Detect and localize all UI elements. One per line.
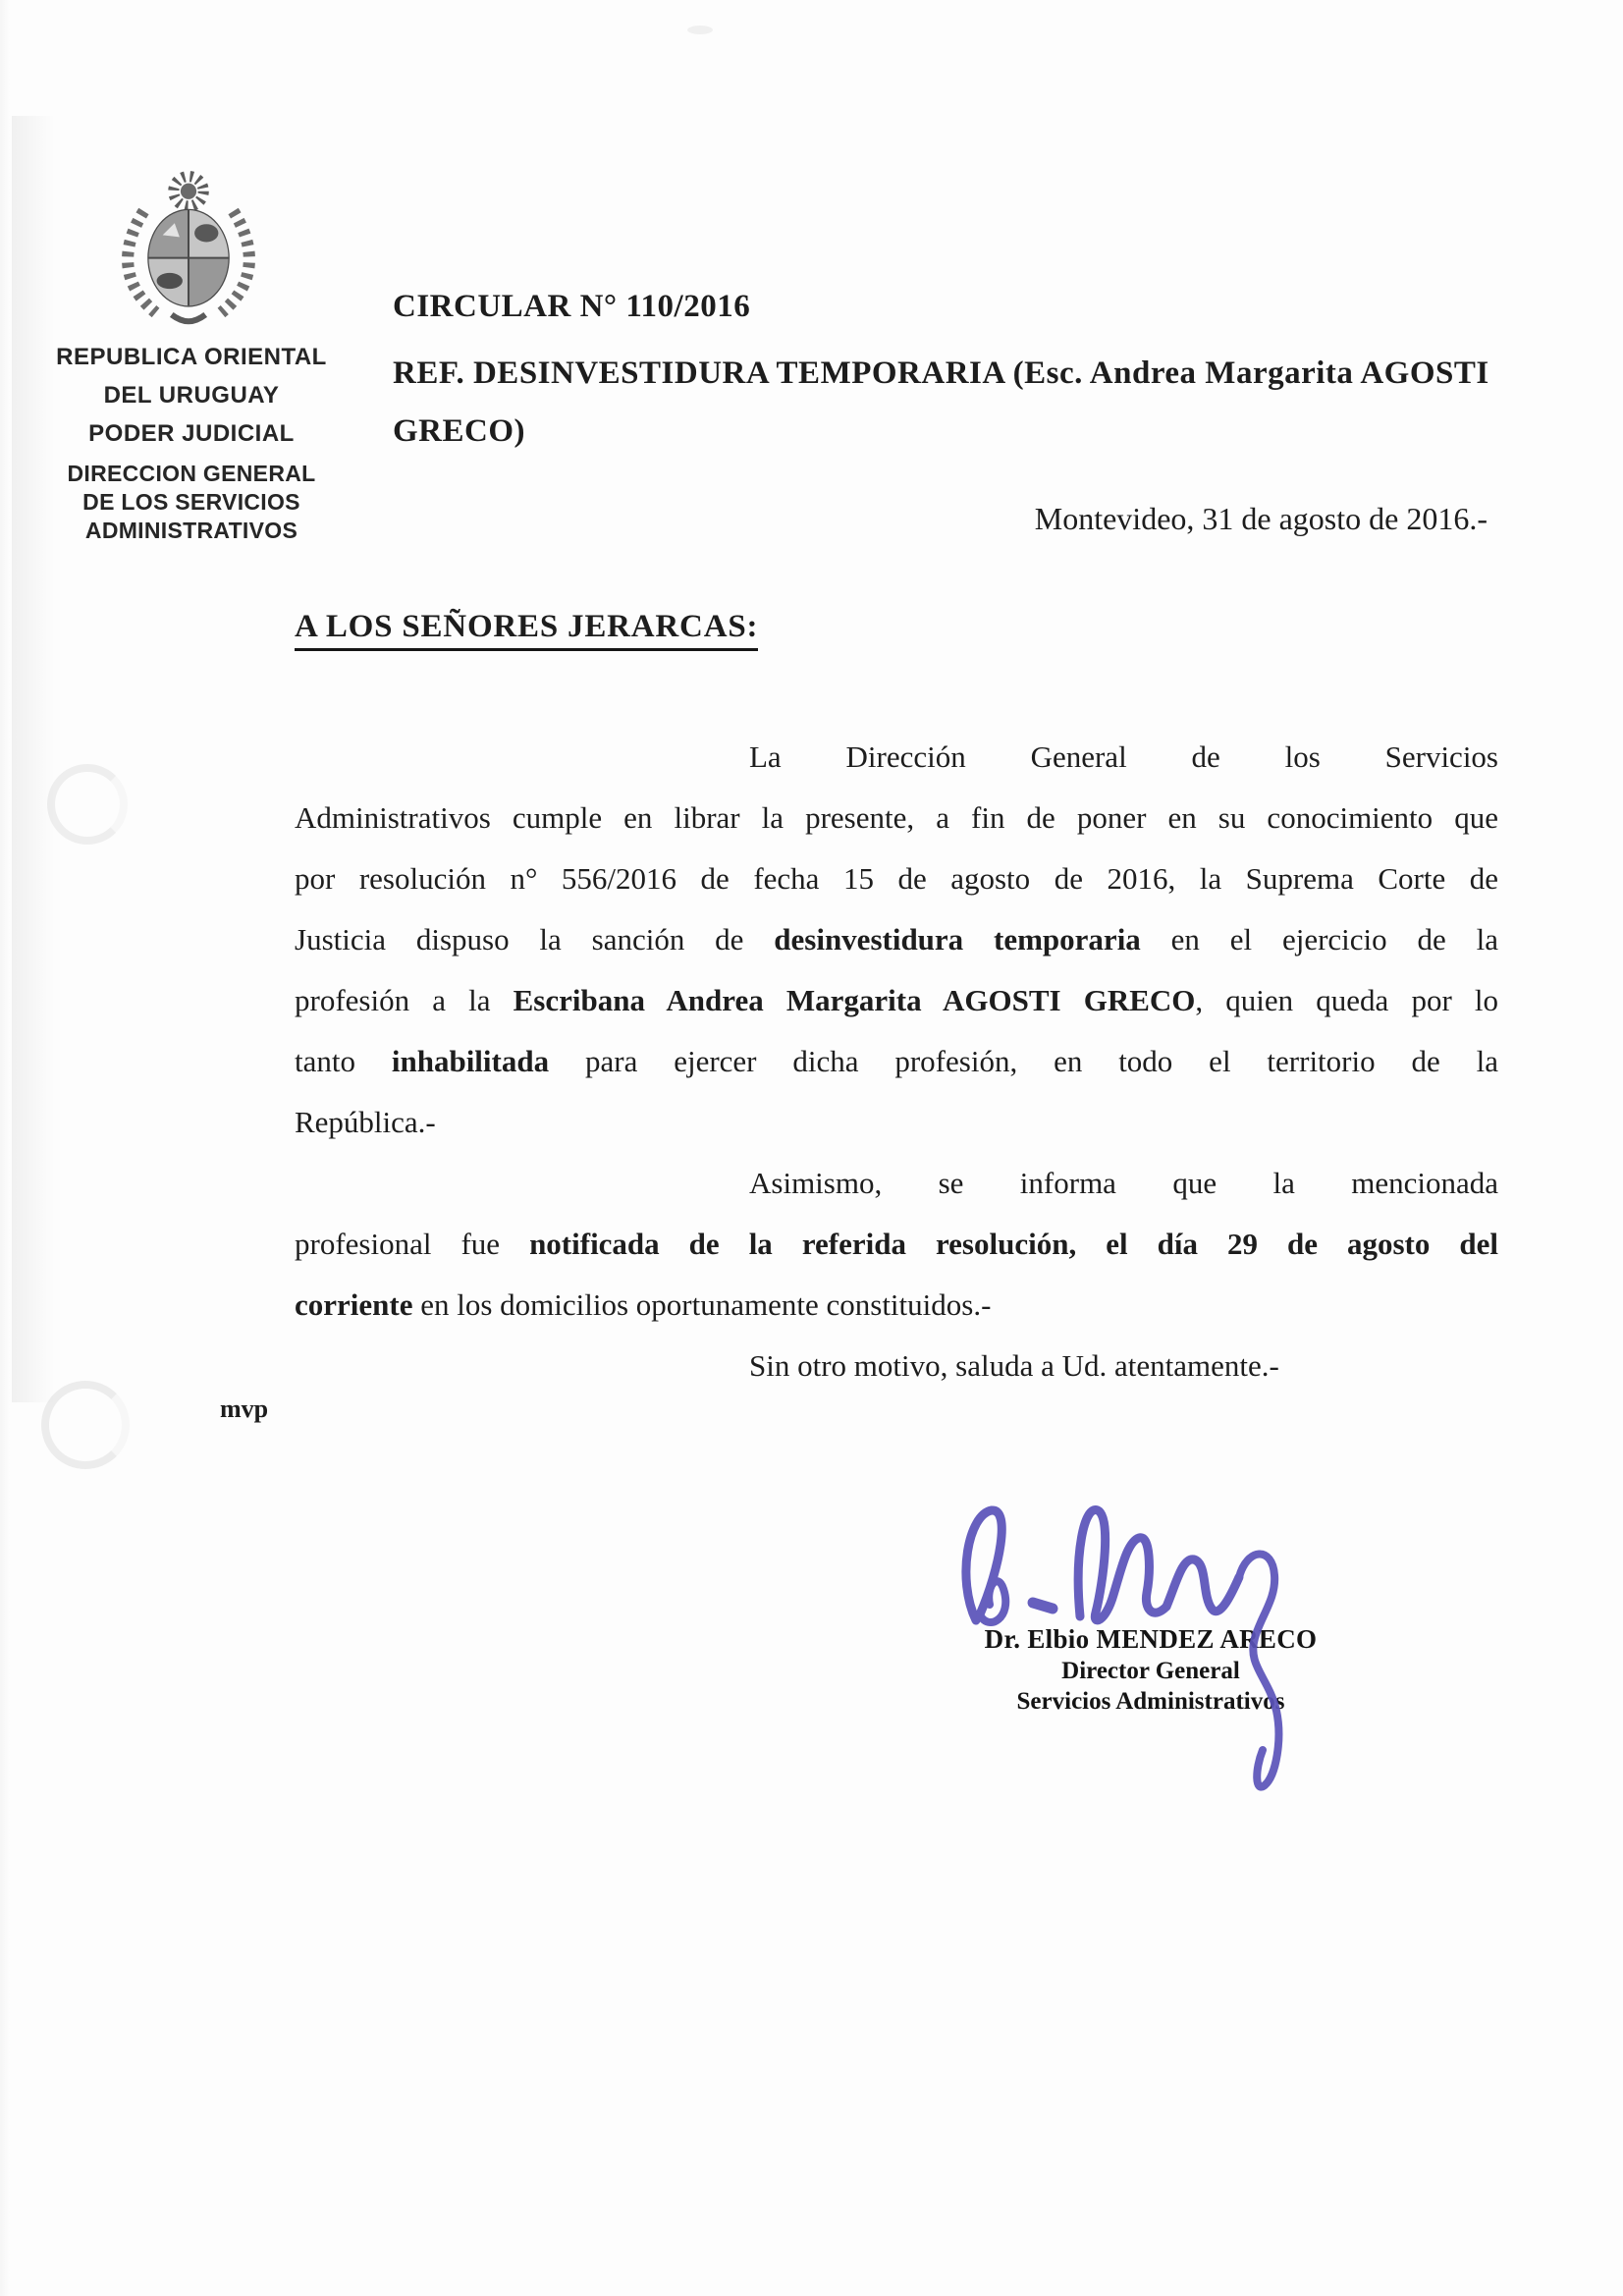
letterhead-line: DEL URUGUAY [103, 382, 280, 409]
dateline: Montevideo, 31 de agosto de 2016.- [1034, 501, 1488, 536]
body-line: Justicia dispuso la sanción de desinvestidura temporaria en el ejercicio de la [295, 922, 1498, 957]
salutation-text: A LOS SEÑORES JERARCAS: [295, 609, 758, 651]
handwritten-signature [931, 1485, 1324, 1809]
letterhead-office [37, 460, 346, 545]
body-line: La Dirección General de los Servicios [749, 739, 1498, 774]
signer-title: Director General [1061, 1658, 1240, 1684]
letterhead-line: REPUBLICA ORIENTAL [56, 344, 327, 370]
body-line: profesional fue notificada de la referida resolución, el día 29 de agosto del [295, 1227, 1498, 1261]
body-line: profesión a la Escribana Andrea Margarita AGOSTI GRECO, quien queda por lo [295, 983, 1499, 1017]
body-line: corriente en los domicilios oportunamente constituidos.- [295, 1287, 992, 1322]
document-header [393, 289, 1532, 461]
body-line: por resolución n° 556/2016 de fecha 15 de agosto de 2016, la Suprema Corte de [295, 861, 1498, 896]
letterhead [37, 338, 346, 545]
letterhead-line: ADMINISTRATIVOS [84, 518, 298, 543]
body-line: tanto inhabilitada para ejercer dicha profesión, en todo el territorio de la [295, 1044, 1498, 1078]
salutation [295, 609, 758, 651]
letterhead-line: PODER JUDICIAL [88, 420, 295, 447]
uruguay-coat-of-arms-icon [114, 163, 263, 328]
signer-office: Servicios Administrativos [1016, 1688, 1285, 1715]
letter-body [295, 727, 1498, 1396]
body-line: Sin otro motivo, saluda a Ud. atentamente.- [749, 1348, 1279, 1383]
circular-number: CIRCULAR N° 110/2016 [393, 289, 751, 324]
signer-name: Dr. Elbio MENDEZ ARECO [984, 1624, 1318, 1654]
scan-artifact-ring [41, 1381, 130, 1469]
typist-initials: mvp [220, 1394, 269, 1423]
scan-artifact-speck [687, 26, 713, 34]
scan-edge-shadow [12, 116, 55, 1402]
scan-edge-shadow-left [0, 0, 10, 2296]
reference-line: REF. DESINVESTIDURA TEMPORARIA (Esc. Andrea Margarita AGOSTI [393, 355, 1489, 391]
reference-line: GRECO) [393, 413, 525, 449]
body-line: Administrativos cumple en librar la presente, a fin de poner en su conocimiento que [295, 800, 1498, 835]
body-line: República.- [295, 1105, 436, 1139]
letterhead-line: DE LOS SERVICIOS [82, 489, 300, 515]
reference-subject [393, 345, 1532, 461]
letterhead-institution [37, 338, 346, 453]
body-line: Asimismo, se informa que la mencionada [749, 1166, 1498, 1200]
scan-artifact-ring [47, 764, 128, 845]
letterhead-line: DIRECCION GENERAL [67, 461, 316, 486]
